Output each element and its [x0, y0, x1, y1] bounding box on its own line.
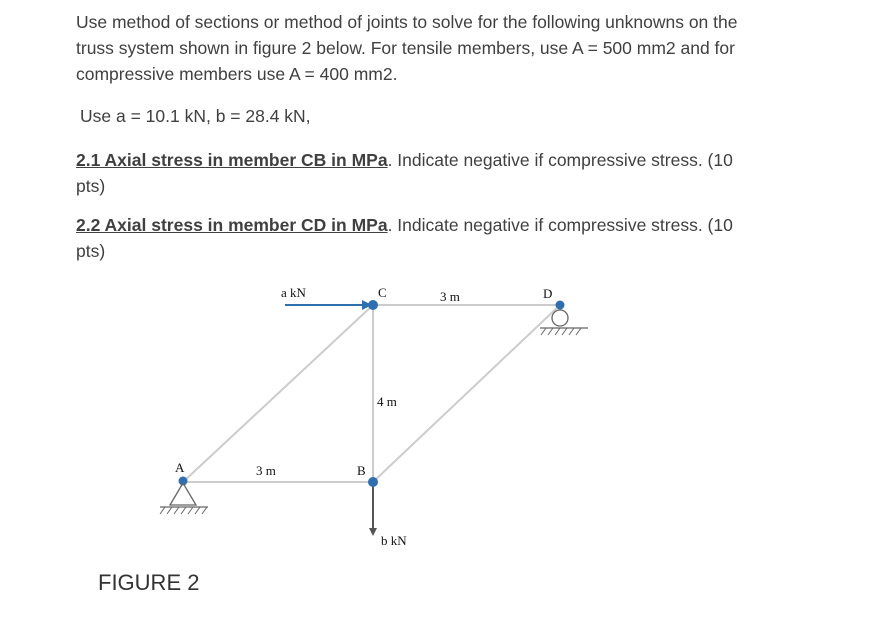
dim-bottom-label: 3 m — [256, 463, 276, 478]
member-AC — [183, 305, 373, 482]
load-b-arrow — [369, 484, 377, 536]
node-C-label: C — [378, 285, 387, 300]
member-BD — [373, 305, 560, 482]
question-2-1-points: pts) — [76, 176, 106, 196]
question-2-2-text: . Indicate negative if compressive stress. (10 — [387, 215, 733, 235]
node-A-label: A — [175, 460, 185, 475]
given-values: Use a = 10.1 kN, b = 28.4 kN, — [80, 106, 311, 126]
question-2-2-points: pts) — [76, 241, 106, 261]
node-D — [556, 301, 565, 310]
intro-line-2: truss system shown in figure 2 below. For tensile members, use A = 500 mm2 and for — [76, 38, 735, 58]
node-B — [368, 477, 378, 487]
intro-line-1: Use method of sections or method of joints to solve for the following unknowns on the — [76, 12, 738, 32]
load-b-label: b kN — [381, 533, 407, 548]
node-D-label: D — [543, 286, 553, 301]
question-2-2-heading: 2.2 Axial stress in member CD in MPa — [76, 215, 388, 235]
dim-vertical-label: 4 m — [377, 394, 397, 409]
roller-support-icon — [540, 310, 588, 335]
truss-members — [183, 305, 560, 482]
figure-caption: FIGURE 2 — [98, 570, 200, 595]
node-B-label: B — [357, 463, 366, 478]
load-a-label: a kN — [281, 285, 306, 300]
intro-line-3: compressive members use A = 400 mm2. — [76, 64, 398, 84]
question-2-1-heading: 2.1 Axial stress in member CB in MPa — [76, 150, 388, 170]
node-C — [368, 300, 378, 310]
dim-top-label: 3 m — [440, 289, 460, 304]
question-2-1-text: . Indicate negative if compressive stress. (10 — [387, 150, 733, 170]
load-a-arrow — [285, 300, 372, 310]
